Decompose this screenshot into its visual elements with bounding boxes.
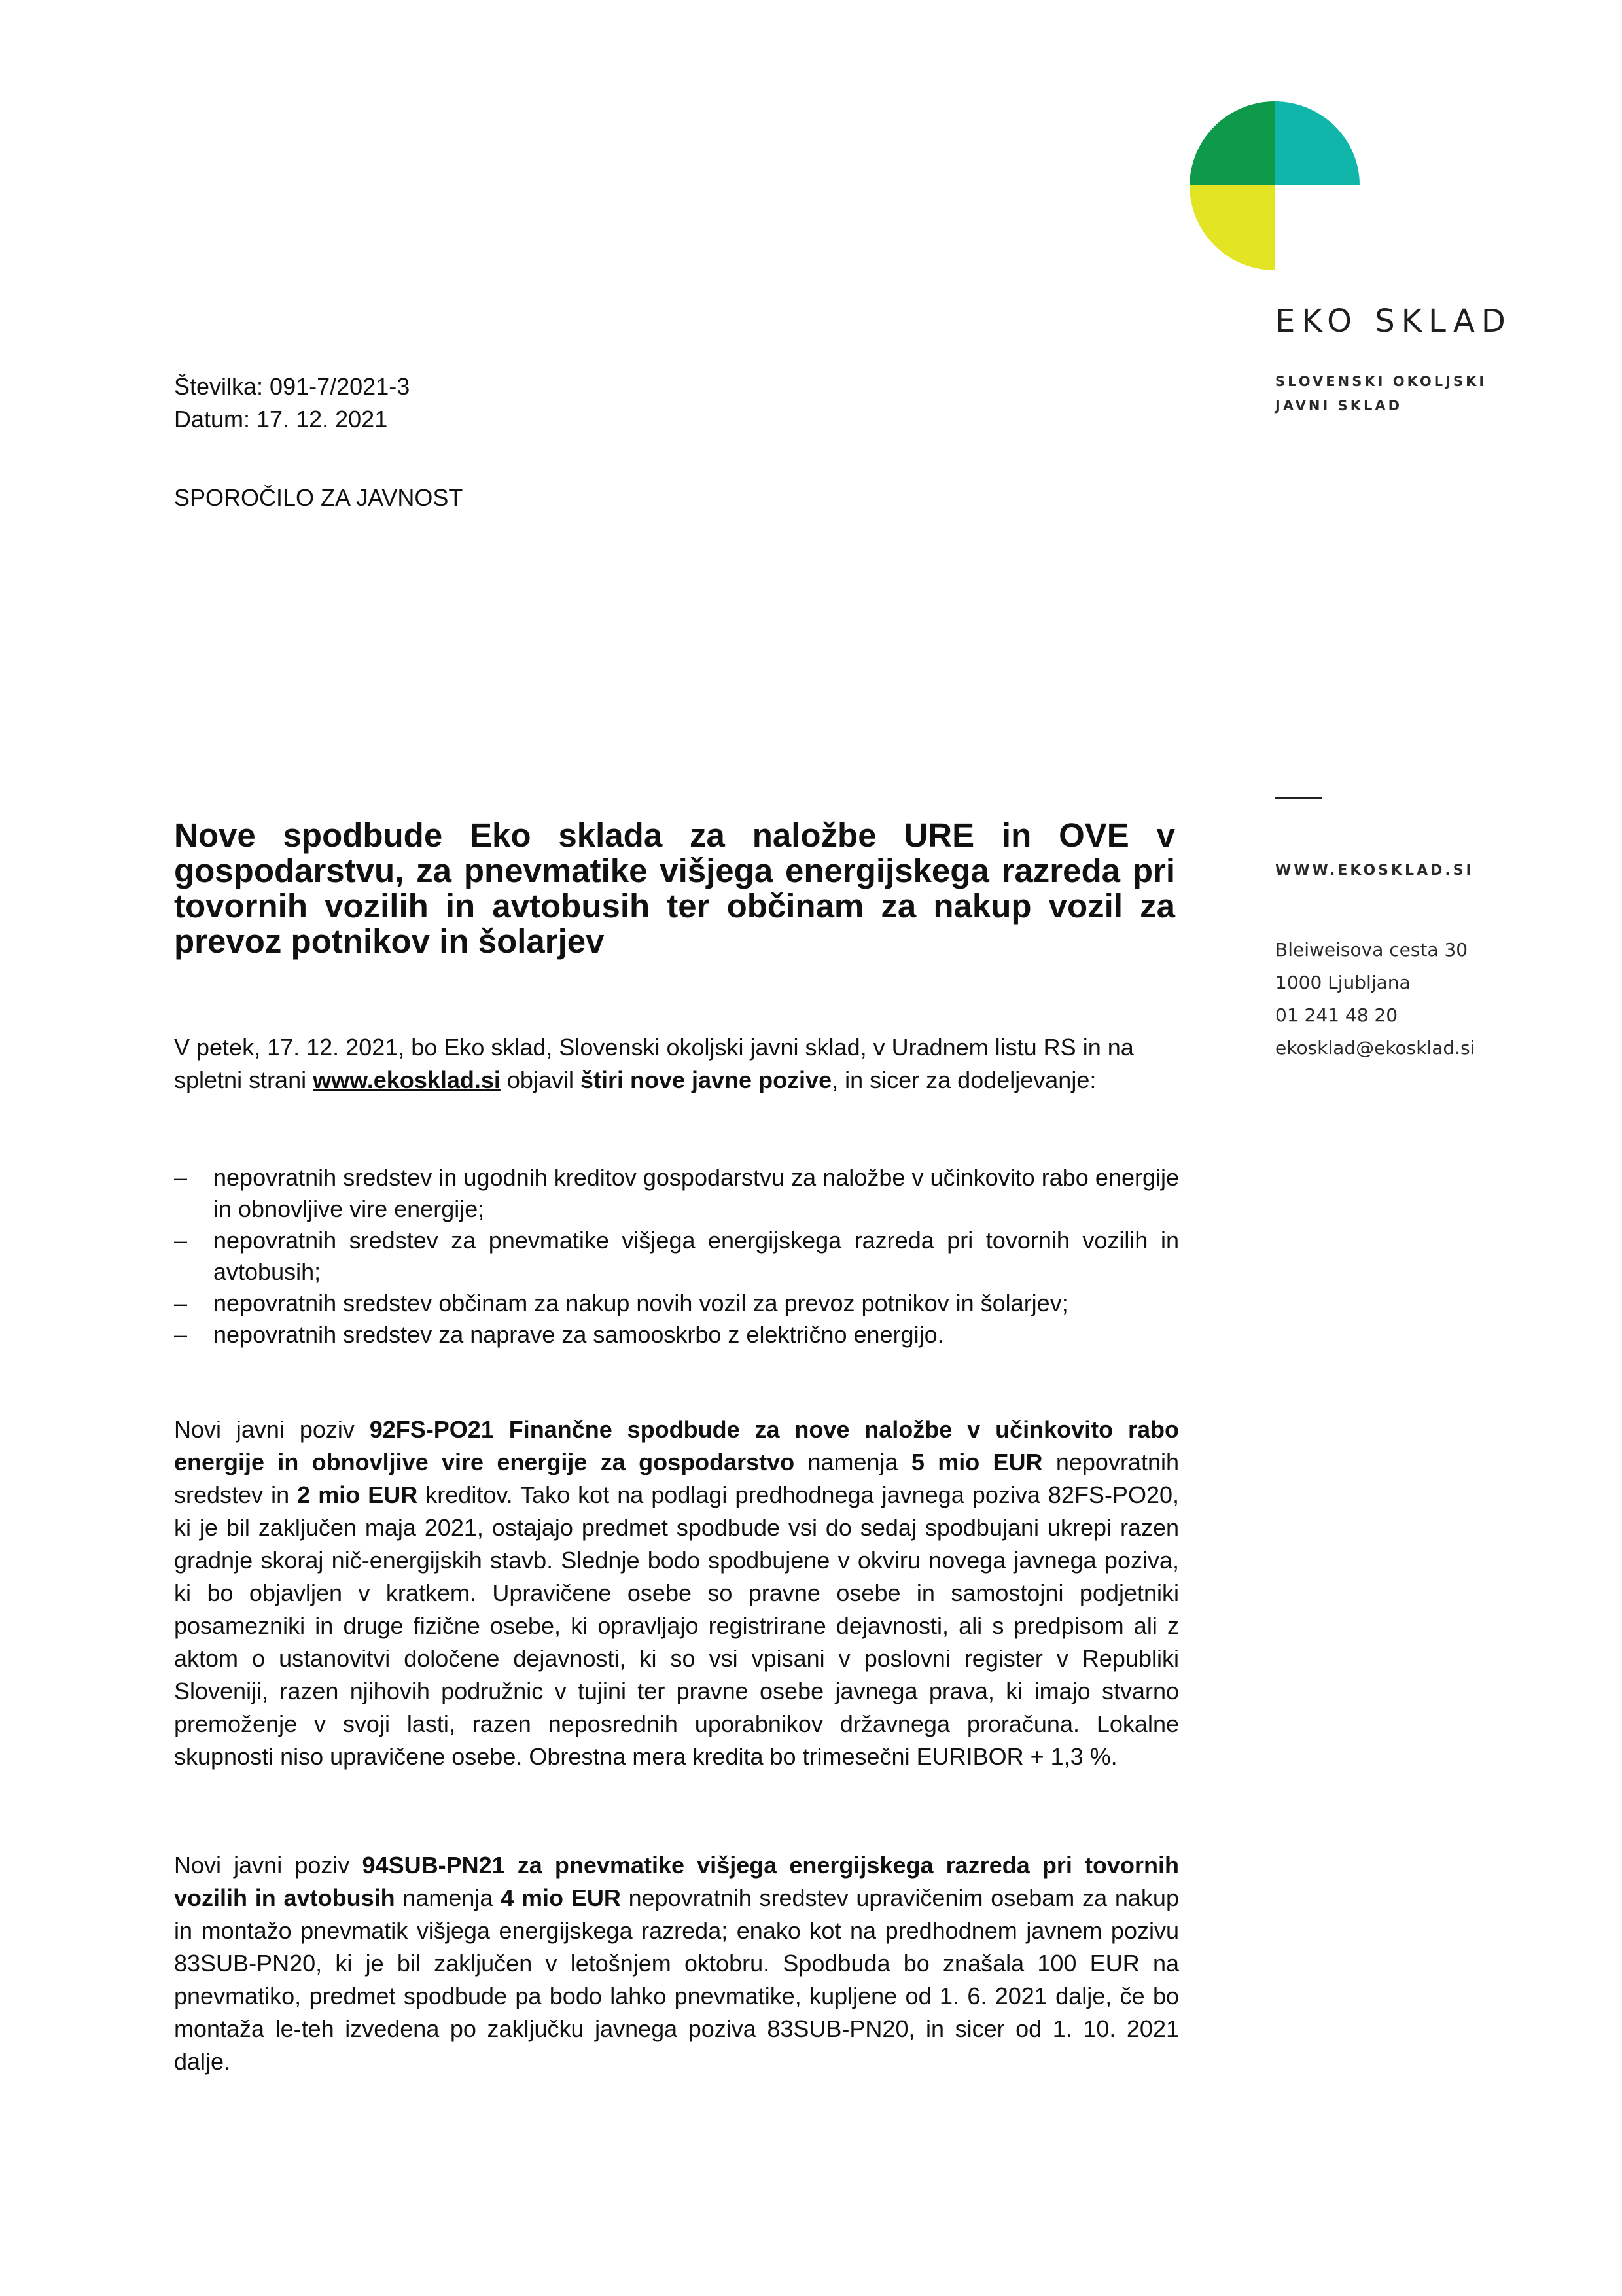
para2-text-3: nepovratnih sredstev upravičenim osebam za nakup in montažo pnevmatik višjega energijskega razreda; enako kot na predhodnem javnem pozivu 83SUB-PN20, ki je bil zaključen v letošnjem oktobru. Spodbuda bo znašala 100 EUR na pnevmatiko, predmet spodbude pa bodo lahko pnevmatike, kupljene od 1. 6. 2021 dalje, če bo montaža le-teh izvedena po zaključku javnega poziva 83SUB-PN20, in sicer od 1. 10. 2021 dalje. — [174, 1884, 1179, 2075]
contact-address: Bleiweisova cesta 30 — [1275, 939, 1468, 961]
divider-rule — [1275, 797, 1322, 799]
para1-text-2: namenja — [794, 1449, 911, 1475]
contact-phone: 01 241 48 20 — [1275, 1004, 1398, 1026]
intro-text-1: V petek, 17. 12. 2021, bo Eko sklad, Slovenski okoljski javni sklad, v Uradnem listu RS in na spletni strani — [174, 1034, 1134, 1093]
list-item — [174, 1225, 1179, 1288]
dash-bullet: – — [174, 1164, 188, 1191]
document-number: Številka: 091-7/2021-3 — [174, 373, 410, 400]
brand-subtitle-line-1: SLOVENSKI OKOLJSKI — [1275, 374, 1487, 389]
dash-bullet: – — [174, 1290, 188, 1316]
para1-call-name: 92FS-PO21 Finančne spodbude za nove naložbe v učinkovito rabo energije in obnovljive vire energije za gospodarstvo — [174, 1416, 1180, 1475]
para2-grant-amount: 4 mio EUR — [501, 1884, 621, 1911]
list-item — [174, 1319, 1179, 1351]
website-link[interactable]: WWW.EKOSKLAD.SI — [1275, 862, 1474, 879]
list-item-text: nepovratnih sredstev in ugodnih kreditov gospodarstvu za naložbe v učinkovito rabo energije in obnovljive vire energije; — [213, 1164, 1179, 1222]
paragraph-92fs — [174, 1413, 1179, 1773]
para1-grant-amount: 5 mio EUR — [911, 1449, 1043, 1475]
intro-text-3: , in sicer za dodeljevanje: — [832, 1067, 1097, 1093]
list-item — [174, 1288, 1179, 1319]
brand-name: EKO SKLAD — [1275, 303, 1512, 340]
page-title: Nove spodbude Eko sklada za naložbe URE in OVE v gospodarstvu, za pnevmatike višjega energijskega razreda pri tovornih vozilih in avtobusih ter občinam za nakup vozil za prevoz potnikov in šolarjev — [174, 817, 1175, 960]
list-item-text: nepovratnih sredstev za pnevmatike višjega energijskega razreda pri tovornih vozilih in avtobusih; — [213, 1227, 1179, 1285]
contact-city: 1000 Ljubljana — [1275, 972, 1411, 993]
para2-text-1: Novi javni poziv — [174, 1852, 362, 1879]
document-type: SPOROČILO ZA JAVNOST — [174, 484, 463, 511]
calls-list — [174, 1162, 1179, 1351]
document-date: Datum: 17. 12. 2021 — [174, 406, 388, 433]
paragraph-94sub — [174, 1849, 1179, 2078]
list-item-text: nepovratnih sredstev za naprave za samooskrbo z električno energijo. — [213, 1321, 944, 1348]
para2-text-2: namenja — [395, 1884, 501, 1911]
intro-bold: štiri nove javne pozive — [580, 1067, 832, 1093]
para2-call-name: 94SUB-PN21 za pnevmatike višjega energijskega razreda pri tovornih vozilih in avtobusih — [174, 1852, 1179, 1911]
brand-subtitle-line-2: JAVNI SKLAD — [1275, 398, 1403, 414]
list-item-text: nepovratnih sredstev občinam za nakup novih vozil za prevoz potnikov in šolarjev; — [213, 1290, 1068, 1316]
para1-text-3: nepovratnih sredstev in — [174, 1449, 1179, 1508]
intro-text-2: objavil — [500, 1067, 580, 1093]
para1-credit-amount: 2 mio EUR — [297, 1481, 418, 1508]
dash-bullet: – — [174, 1321, 188, 1348]
brand-subtitle — [1275, 370, 1487, 418]
eko-sklad-logo-icon — [1190, 101, 1361, 272]
para1-text-1: Novi javni poziv — [174, 1416, 370, 1443]
intro-website-link[interactable]: www.ekosklad.si — [313, 1067, 501, 1093]
list-item — [174, 1162, 1179, 1225]
dash-bullet: – — [174, 1227, 188, 1254]
intro-paragraph — [174, 1031, 1179, 1097]
contact-email[interactable]: ekosklad@ekosklad.si — [1275, 1037, 1475, 1059]
contact-block — [1275, 934, 1475, 1065]
document-meta — [174, 370, 410, 436]
para1-text-4: kreditov. Tako kot na podlagi predhodnega javnega poziva 82FS-PO20, ki je bil zaključen maja 2021, ostajajo predmet spodbude vsi do sedaj spodbujani ukrepi razen gradnje skoraj nič-energijskih stavb. Slednje bodo spodbujene v okviru novega javnega poziva, ki bo objavljen v kratkem. Upravičene osebe so pravne osebe in samostojni podjetniki posamezniki in druge fizične osebe, ki opravljajo registrirane dejavnosti, ali s predpisom ali z aktom o ustanovitvi določene dejavnosti, ki so vsi vpisani v poslovni register v Republiki Sloveniji, razen njihovih podružnic v tujini ter pravne osebe javnega prava, ki imajo stvarno premoženje v svoji lasti, razen neposrednih uporabnikov državnega proračuna. Lokalne skupnosti niso upravičene osebe. Obrestna mera kredita bo trimesečni EURIBOR + 1,3 %. — [174, 1481, 1179, 1770]
